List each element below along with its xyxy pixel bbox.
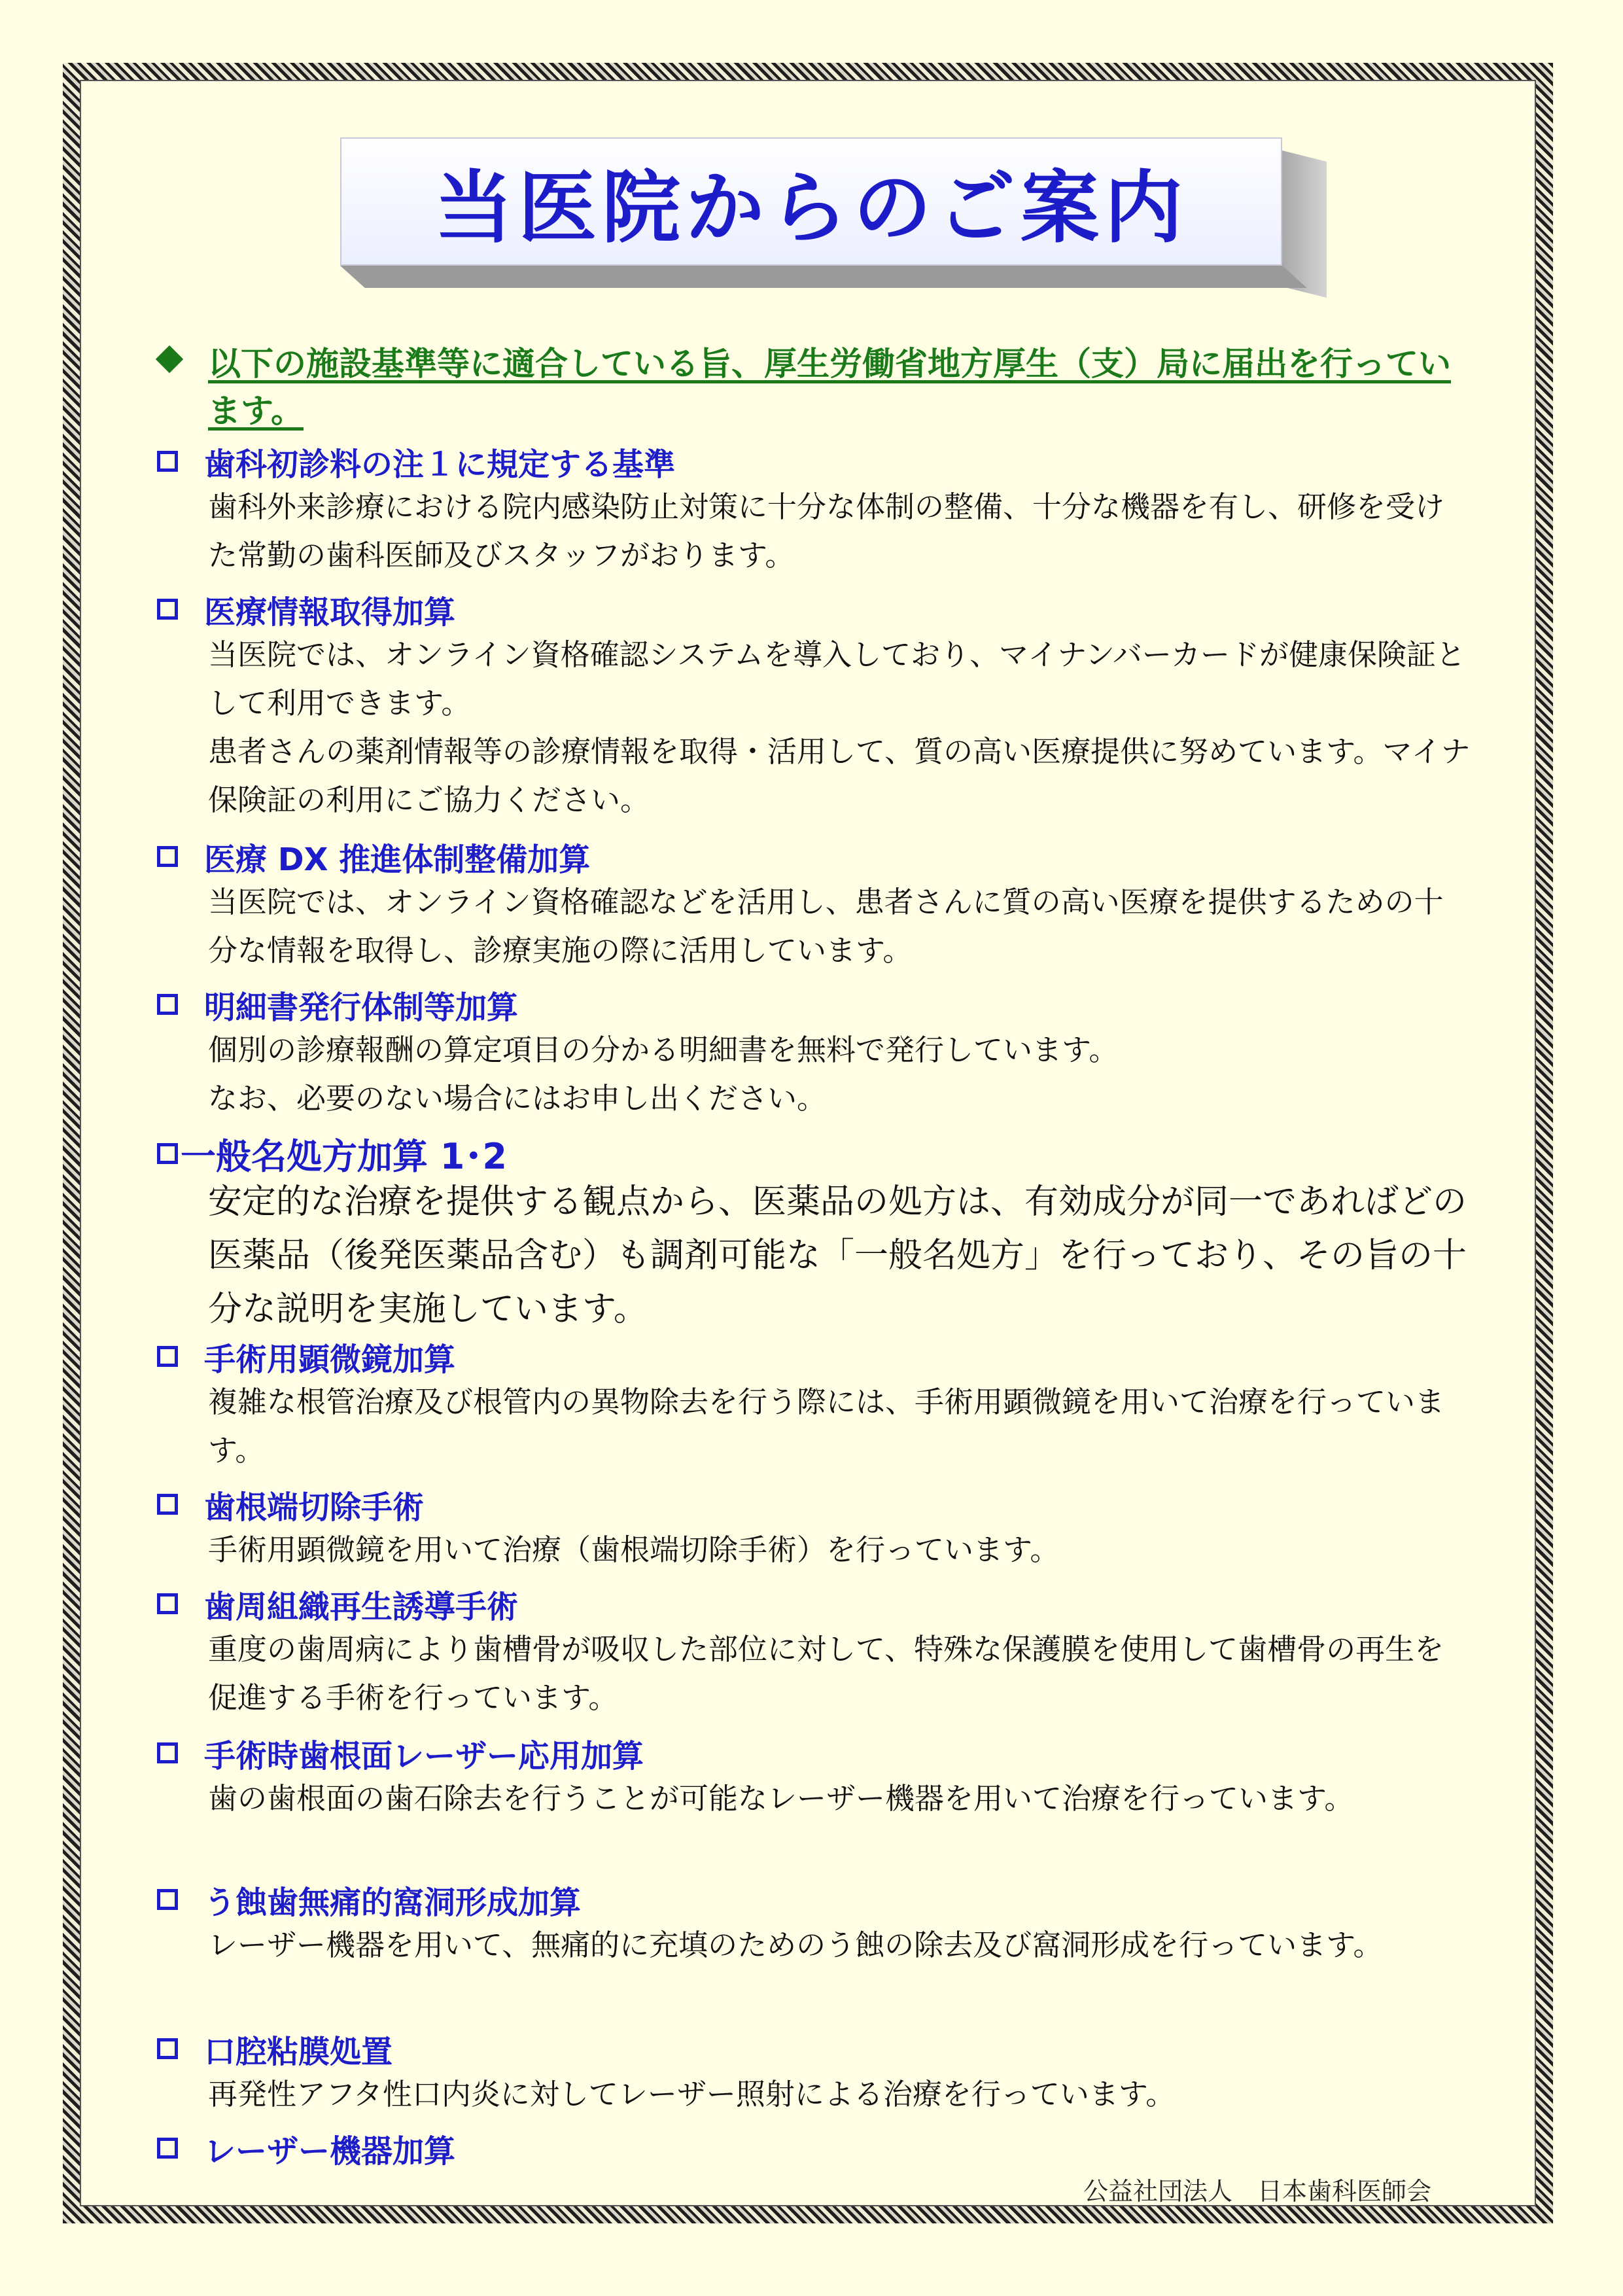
footer-organization: 公益社団法人 日本歯科医師会 — [1083, 2177, 1432, 2206]
checkbox-icon — [157, 1494, 178, 1515]
section-itemized-statement — [157, 983, 1478, 1123]
section-heading: 歯根端切除手術 — [204, 1489, 425, 1526]
diamond-bullet-icon — [156, 345, 183, 373]
section-gtr-surgery — [157, 1582, 1478, 1722]
checkbox-icon — [157, 599, 178, 620]
section-body-text: レーザー機器を用いて、無痛的に充填のためのう蝕の除去及び窩洞形成を行っています。 — [208, 1928, 1383, 1962]
section-heading: 手術用顕微鏡加算 — [204, 1341, 456, 1378]
checkbox-icon — [157, 846, 178, 867]
section-heading: レーザー機器加算 — [204, 2132, 456, 2170]
section-laser-equipment — [157, 2127, 1478, 2170]
section-body-text: なお、必要のない場合にはお申し出ください。 — [208, 1081, 827, 1116]
section-heading: 歯周組織再生誘導手術 — [204, 1588, 519, 1625]
section-heading: 医療情報取得加算 — [204, 593, 456, 631]
section-medical-dx — [157, 835, 1478, 975]
checkbox-icon — [157, 1742, 178, 1763]
checkbox-icon — [157, 1346, 178, 1367]
section-apicoectomy — [157, 1483, 1478, 1574]
checkbox-icon — [157, 451, 178, 472]
section-heading: 一般名処方加算 1･2 — [181, 1135, 507, 1177]
section-body-text: 歯の歯根面の歯石除去を行うことが可能なレーザー機器を用いて治療を行っています。 — [208, 1781, 1354, 1816]
section-body-text: 個別の診療報酬の算定項目の分かる明細書を無料で発行しています。 — [208, 1033, 1119, 1067]
section-heading: 明細書発行体制等加算 — [204, 989, 519, 1026]
section-body-text: 歯科外来診療における院内感染防止対策に十分な体制の整備、十分な機器を有し、研修を受けた常勤の歯科医師及びスタッフがおります。 — [208, 489, 1445, 573]
section-body-text: 手術用顕微鏡を用いて治療（歯根端切除手術）を行っています。 — [208, 1532, 1060, 1567]
checkbox-icon — [157, 2038, 178, 2059]
section-laser-root-surface — [157, 1731, 1478, 1823]
section-microscope — [157, 1335, 1478, 1475]
section-body-text: 患者さんの薬剤情報等の診療情報を取得・活用して、質の高い医療提供に努めています。マイナ保険証の利用にご協力ください。 — [208, 734, 1471, 817]
section-heading: 手術時歯根面レーザー応用加算 — [204, 1737, 644, 1775]
section-body-text: 再発性アフタ性口内炎に対してレーザー照射による治療を行っています。 — [208, 2077, 1176, 2111]
title-banner-shadow-bottom — [340, 266, 1307, 288]
intro-text: 以下の施設基準等に適合している旨、厚生労働省地方厚生（支）局に届出を行っています。 — [208, 345, 1451, 430]
title-box — [340, 137, 1282, 266]
section-medical-info — [157, 588, 1478, 824]
page-title: 当医院からのご案内 — [434, 163, 1188, 254]
section-body-text: 当医院では、オンライン資格確認などを活用し、患者さんに質の高い医療を提供するための十分な情報を取得し、診療実施の際に活用しています。 — [208, 885, 1444, 968]
checkbox-icon — [157, 2138, 178, 2159]
section-heading: う蝕歯無痛的窩洞形成加算 — [204, 1884, 582, 1921]
title-banner — [340, 137, 1282, 266]
checkbox-icon — [157, 1143, 178, 1164]
section-body-text: 重度の歯周病により歯槽骨が吸収した部位に対して、特殊な保護膜を使用して歯槽骨の再生を促進する手術を行っています。 — [208, 1632, 1444, 1715]
section-heading: 医療 DX 推進体制整備加算 — [204, 841, 591, 878]
section-initial-exam — [157, 440, 1478, 580]
section-heading: 口腔粘膜処置 — [204, 2033, 393, 2070]
section-generic-prescription — [157, 1132, 1478, 1336]
section-body-text: 安定的な治療を提供する観点から、医薬品の処方は、有効成分が同一であればどの医薬品（後発医薬品含む）も調剤可能な「一般名処方」を行っており、その旨の十分な説明を実施しています。 — [208, 1182, 1467, 1329]
section-oral-mucosa — [157, 2027, 1478, 2119]
section-heading: 歯科初診料の注１に規定する基準 — [204, 446, 676, 483]
section-body-text: 複雑な根管治療及び根管内の異物除去を行う際には、手術用顕微鏡を用いて治療を行っています。 — [208, 1385, 1445, 1468]
section-painless-cavity — [157, 1878, 1478, 1969]
checkbox-icon — [157, 994, 178, 1015]
checkbox-icon — [157, 1889, 178, 1910]
checkbox-icon — [157, 1593, 178, 1614]
section-body-text: 当医院では、オンライン資格確認システムを導入しており、マイナンバーカードが健康保険証として利用できます。 — [208, 637, 1465, 720]
